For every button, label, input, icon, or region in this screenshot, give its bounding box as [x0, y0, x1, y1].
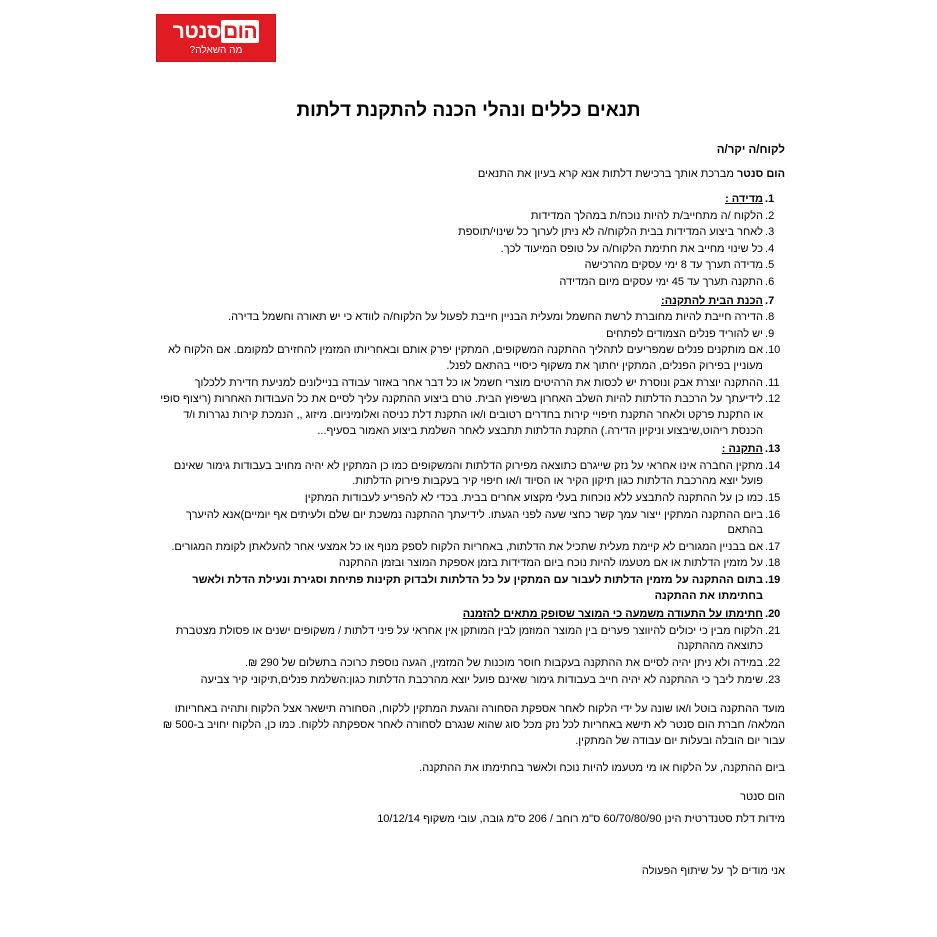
term-item: הכנת הבית להתקנה:: [661, 294, 763, 307]
term-item: מדידה :: [725, 193, 763, 205]
signature-line: הום סנטר: [740, 791, 785, 804]
term-item: שימת ליבך כי ההתקנה לא יהיה חייב בעבודות גימור שאינם פועל יוצא מהרכבת הדלתות כגון:השלמת פנלים,תיקוני קיר צביעה: [200, 673, 763, 686]
term-item: אם בבניין המגורים לא קיימת מעלית שתכיל את הדלתות, באחריות הלקוח לספק מנוף או כל אמצעי אחר להעלאתן לקומת המגורים.: [171, 540, 763, 553]
intro-paragraph: [152, 168, 785, 180]
intro-text: מברכת אותך ברכישת דלתות אנא קרא בעיון את התנאים: [477, 168, 737, 180]
term-item: כמו כן על ההתקנה להתבצע ללא נוכחות בעלי מקצוע אחרים בבית. בכדי לא להפריע לעבודות המתקין: [304, 491, 763, 504]
term-item: יש להוריד פנלים הצמודים לפתחים: [606, 327, 763, 340]
term-item: ההתקנה יוצרת אבק ונוסרת יש לכסות את הרהיטים מוצרי חשמל או כל דבר אחר באזור עבודה בניילונים למניעת חדירת ללכלוך: [194, 376, 763, 389]
salutation: לקוח/ה יקר/ה: [716, 144, 785, 156]
term-item: התקנה :: [721, 443, 763, 456]
term-item: על מזמין הדלתות או אם מטעמו להיות נוכח ביום המדידות בזמן אספקת המוצר ובזמן ההתקנה: [338, 557, 763, 570]
term-item: מדידה תערך עד 8 ימי עסקים מהרכישה: [584, 259, 763, 272]
thanks-line: אני מודים לך על שיתוף הפעולה: [641, 865, 785, 878]
logo-brand-prefix: הום: [223, 19, 258, 43]
term-item: הלקוח /ה מתחייב/ת להיות נוכח/ת במהלך המדידות: [530, 209, 763, 222]
term-item: לידיעתך על הרכבת הדלתות להיות השלב האחרון בשיפוץ הבית. טרם ביצוע ההתקנה עליך לסיים את כל העבודות האחרות (ריצוף סופי או התקנת פרקט ולאחר התקנת חיפויי קירות בחדרים רטובים ו/או התקנת דלת כניסה ואלומיניום. מיזוג ,, הנמכת קירות נגררות ו/ד הכנסת ריהוט,שיבצוע וניקיון הדירה.) התקנת הדלתות תתבצע לאחר השלמת ביצוע האמור בסעיף...: [160, 393, 763, 437]
term-item: הדירה חייבת להיות מחוברת לרשת החשמל ומעלית הבניין חייבת לפעול על הלקוח/ה לוודא כי יש תאורה וחשמל בדירה.: [228, 311, 763, 324]
term-item: מתקין החברה אינו אחראי על נזק שייגרם כתוצאה מפירוק הדלתות והמשקופים כמו כן המתקין לא יהיה מחויב בעבודות גימור שאינם פועל יוצא מהרכבת הדלתות כגון תיקון הקיר או הסיוד ו/או חיפוי קיר בעקבות פירוק הדלתות.: [173, 459, 763, 488]
logo-tagline: מה השאלה?: [189, 44, 243, 56]
term-item: ביום ההתקנה המתקין ייצור עמך קשר כחצי שעה לפני הגעתו. לידיעתך ההתקנה נמשכת יום שלם ולעיתים אף יומיים)אנא להיערך בהתאם: [186, 508, 763, 537]
home-center-logo: [156, 14, 276, 62]
term-item: חתימתו על התעודה משמעה כי המוצר שסופק מתאים להזמנה: [462, 608, 763, 621]
logo-brand-text: [173, 21, 259, 42]
intro-brand: הום סנטר: [736, 168, 785, 180]
term-item: אם מותקנים פנלים שמפריעים לתהליך ההתקנה המשקופים, המתקין יפרק אותם ובאחריותו המזמין להחזירם למקומם. אם הלקוח לא מעוניין בפירוק הפנלים, המתקין יחתוך את משקוף כיסויי בהתאם לפנל.: [168, 344, 763, 373]
closing-paragraph-2: ביום ההתקנה, על הלקוח או מי מטעמו להיות נוכח ולאשר בחתימתו את ההתקנה.: [419, 762, 785, 775]
term-item: כל שינוי מחייב את חתימת הלקוח/ה על טופס המיעוד לכך.: [500, 242, 763, 255]
term-item: לאחר ביצוע המדידות בבית הלקוח/ה לא ניתן לערוך כל שינוי/תוספת: [458, 226, 763, 239]
logo-brand-highlight: סנטר: [172, 19, 222, 43]
term-item: בתום ההתקנה על מזמין הדלתות לעבור עם המתקין על כל הדלתות ולבדוק תקינות פתיחת וסגירת ונעילת הדלת ולאשר בחתימתו את ההתקנה: [192, 574, 763, 602]
terms-list: [152, 192, 785, 688]
page-title: תנאים כללים ונהלי הכנה להתקנת דלתות: [296, 100, 641, 121]
term-item: במידה ולא ניתן יהיה לסיים את ההתקנה בעקבות חוסר מוכנות של המזמין, הגעה נוספת כרוכה בתשלום של 290 ₪.: [244, 657, 763, 670]
closing-paragraph-1: מועד ההתקנה בוטל ו/או שונה על ידי הלקוח לאחר אספקת הסחורה והגעת המתקין ללקוח, הסחורה תישאר אצל הלקוח ותהיה באחריותו המלאה/ חברת הום סנטר לא תישא באחריות לכל נזק מכל סוג שהוא שנגרם לסחורה לאחר אספקתה ללקוח. כמו כן, הלקוח יחויב ב-500 ₪ עבור יום הובלה ובעלות יום עבודה של המתקין.: [162, 703, 785, 748]
document-content: [152, 100, 785, 877]
closing-section: [152, 702, 785, 777]
term-item: הלקוח מבין כי יכולים להיווצר פערים בין המוצר המוזמן לבין המותקן אין אחראי על פיני דלתות / משקופים ישנים או פסולת מצטברת כתוצאה מההתקנה: [175, 624, 763, 653]
dimensions-line: מידות דלת סטנדרטית הינן 60/70/80/90 ס"מ רוחב / 206 ס"מ גובה, עובי משקוף 10/12/14: [377, 813, 785, 826]
term-item: התקנה תערך עד 45 ימי עסקים מיום המדידה: [559, 276, 763, 289]
